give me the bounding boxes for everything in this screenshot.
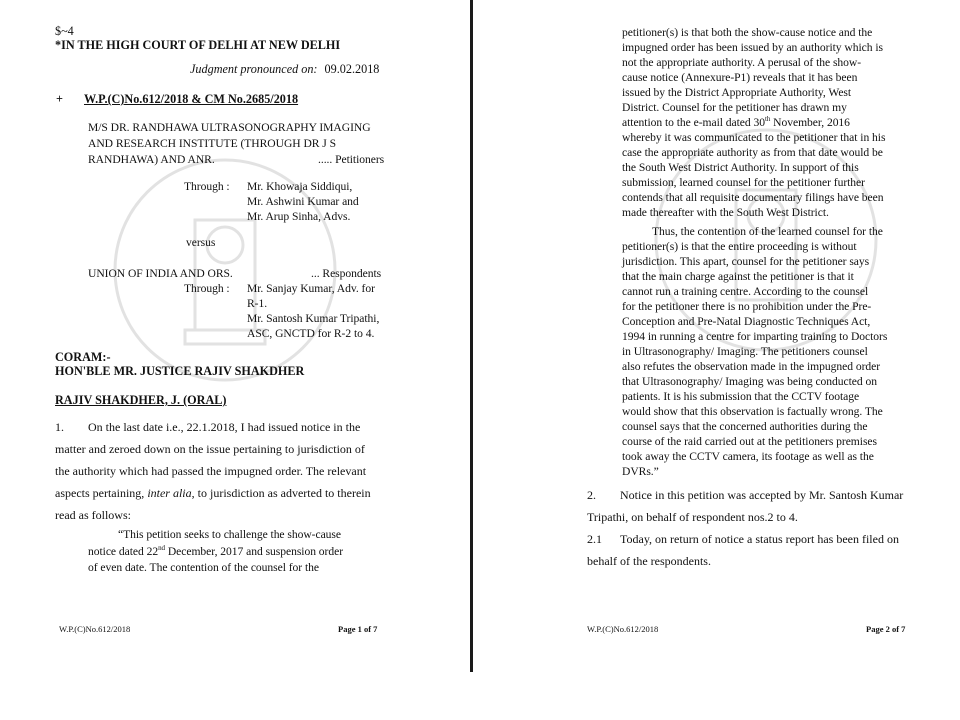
quote-cont-line-9: case the appropriate authority as from that date would be [622, 146, 883, 159]
through-label: Through : [184, 180, 230, 193]
document-page-2 [476, 0, 960, 720]
quote-cont-line-4: cause notice (Annexure-P1) reveals that it has been [622, 71, 858, 84]
footer-case-number: W.P.(C)No.612/2018 [59, 624, 131, 634]
quote-para2-line-6: for the petitioner there is no prohibition under the Pre- [622, 300, 872, 313]
respondent-counsel-1: Mr. Sanjay Kumar, Adv. for [247, 282, 375, 295]
para-1-line-4-post: , to jurisdiction as adverted to therein [191, 486, 371, 500]
bench: HON'BLE MR. JUSTICE RAJIV SHAKDHER [55, 364, 305, 378]
respondent-counsel-4: ASC, GNCTD for R-2 to 4. [247, 327, 375, 340]
para-1-line-2: matter and zeroed down on the issue pertaining to jurisdiction of [55, 442, 365, 456]
judge-heading: RAJIV SHAKDHER, J. (ORAL) [55, 393, 227, 407]
judgment-line [190, 62, 379, 76]
respondent-counsel-3: Mr. Santosh Kumar Tripathi, [247, 312, 380, 325]
quote-cont-line-2: impugned order has been issued by an authority which is [622, 41, 883, 54]
quote-para2-line-4: that the main charge against the petitioner is that it [622, 270, 854, 283]
plus-mark: + [56, 92, 63, 106]
quote-cont-line-5: issued by the District Appropriate Authority, West [622, 86, 852, 99]
quote-para2-line-11: that Ultrasonography/ Imaging was being conducted on [622, 375, 877, 388]
judgment-date: 09.02.2018 [324, 62, 380, 76]
para-21-line-1: Today, on return of notice a status report has been filed on [620, 532, 899, 546]
quote-para2-line-8: 1994 in running a centre for imparting training to Doctors [622, 330, 888, 343]
quote-line-3: of even date. The contention of the counsel for the [88, 561, 319, 574]
quote-cont-line-10: the South West District Authority. In support of this [622, 161, 859, 174]
petitioner-line-3: RANDHAWA) AND ANR. [88, 153, 215, 166]
quote-para2-line-5: cannot run a training centre. According to the counsel [622, 285, 869, 298]
respondent-counsel-2: R-1. [247, 297, 268, 310]
attention-post: November, 2016 [770, 116, 850, 129]
para-1-line-5: read as follows: [55, 508, 131, 522]
quote-para2-line-10: also refutes the observation made in the impugned order [622, 360, 881, 373]
para-1-line-3: the authority which had passed the impugned order. The relevant [55, 464, 367, 478]
quote-cont-line-8: whereby it was communicated to the petitioner that in his [622, 131, 886, 144]
judgment-label: Judgment pronounced on: [190, 62, 318, 76]
attention-sup: th [764, 115, 771, 123]
petitioner-counsel-3: Mr. Arup Sinha, Advs. [247, 210, 351, 223]
para-1-line-4-italic: inter alia [147, 486, 192, 500]
quote-line-2-sup: nd [158, 544, 165, 552]
quote-para2-line-7: Conception and Pre-Natal Diagnostic Techniques Act, [622, 315, 871, 328]
petitioner-counsel-1: Mr. Khowaja Siddiqui, [247, 180, 353, 193]
para-1-line-4 [55, 482, 371, 505]
quote-cont-line-6: District. Counsel for the petitioner has drawn my [622, 101, 847, 114]
quote-cont-line-1: petitioner(s) is that both the show-cause notice and the [622, 26, 873, 39]
quote-para2-line-14: counsel says that the concerned authorities during the [622, 420, 868, 433]
para-2-number: 2. [587, 488, 596, 502]
quote-cont-line-3: not the appropriate authority. A perusal of the show- [622, 56, 862, 69]
para-21-line-2: behalf of the respondents. [587, 554, 711, 568]
quote-para2-line-1: Thus, the contention of the learned counsel for the [652, 225, 883, 238]
respondent-role: ... Respondents [311, 267, 382, 280]
petitioner-role: ..... Petitioners [318, 153, 385, 166]
coram-label: CORAM:- [55, 350, 111, 364]
respondent-name: UNION OF INDIA AND ORS. [88, 267, 233, 280]
para-1-number: 1. [55, 420, 64, 434]
petitioner-line-1: M/S DR. RANDHAWA ULTRASONOGRAPHY IMAGING [88, 121, 371, 134]
quote-cont-line-13: made thereafter with the South West District. [622, 206, 829, 219]
footer-page-number: Page 1 of 7 [338, 624, 378, 634]
quote-line-2-post: December, 2017 and suspension order [164, 545, 344, 558]
quote-para2-line-15: course of the raid carried out at the petitioners premises [622, 435, 877, 448]
quote-para2-line-16: took away the CCTV camera, its footage as well as the [622, 450, 874, 463]
para-1-line-4-pre: aspects pertaining, [55, 486, 148, 500]
para-2-line-2: Tripathi, on behalf of respondent nos.2 to 4. [587, 510, 798, 524]
quote-para2-line-3: jurisdiction. This apart, counsel for the petitioner says [622, 255, 870, 268]
quote-para2-line-12: patients. It is his submission that the CCTV footage [622, 390, 860, 403]
quote-cont-line-12: contends that all requisite documentary filings have been [622, 191, 884, 204]
quote-para2-line-2: petitioner(s) is that the entire proceeding is without [622, 240, 857, 253]
para-2-line-1: Notice in this petition was accepted by Mr. Santosh Kumar [620, 488, 904, 502]
footer-page-number-2: Page 2 of 7 [866, 624, 906, 634]
attention-pre: attention to the e-mail dated 30 [622, 116, 765, 129]
quote-line-2 [88, 545, 343, 558]
quote-cont-line-11: submission, learned counsel for the petitioner further [622, 176, 865, 189]
para-1-line-1: On the last date i.e., 22.1.2018, I had issued notice in the [88, 420, 361, 434]
quote-para2-line-9: in Ultrasonography/ Imaging. The petitioners counsel [622, 345, 868, 358]
page-divider [470, 0, 473, 672]
versus-label: versus [186, 236, 216, 249]
court-heading: *IN THE HIGH COURT OF DELHI AT NEW DELHI [55, 38, 341, 52]
quote-cont-line-7 [622, 116, 850, 129]
quote-para2-line-17: DVRs.” [622, 465, 659, 478]
petitioner-counsel-2: Mr. Ashwini Kumar and [247, 195, 359, 208]
para-21-number: 2.1 [587, 532, 602, 546]
document-page-1 [0, 0, 470, 720]
case-number: W.P.(C)No.612/2018 & CM No.2685/2018 [84, 92, 299, 106]
through-label-respondents: Through : [184, 282, 230, 295]
quote-para2-line-13: would show that this observation is factually wrong. The [622, 405, 883, 418]
footer-case-number-2: W.P.(C)No.612/2018 [587, 624, 659, 634]
case-mark: $~4 [55, 24, 74, 38]
petitioner-line-2: AND RESEARCH INSTITUTE (THROUGH DR J S [88, 137, 337, 150]
quote-line-2-pre: notice dated 22 [88, 545, 159, 558]
quote-line-1: “This petition seeks to challenge the show-cause [118, 528, 341, 541]
